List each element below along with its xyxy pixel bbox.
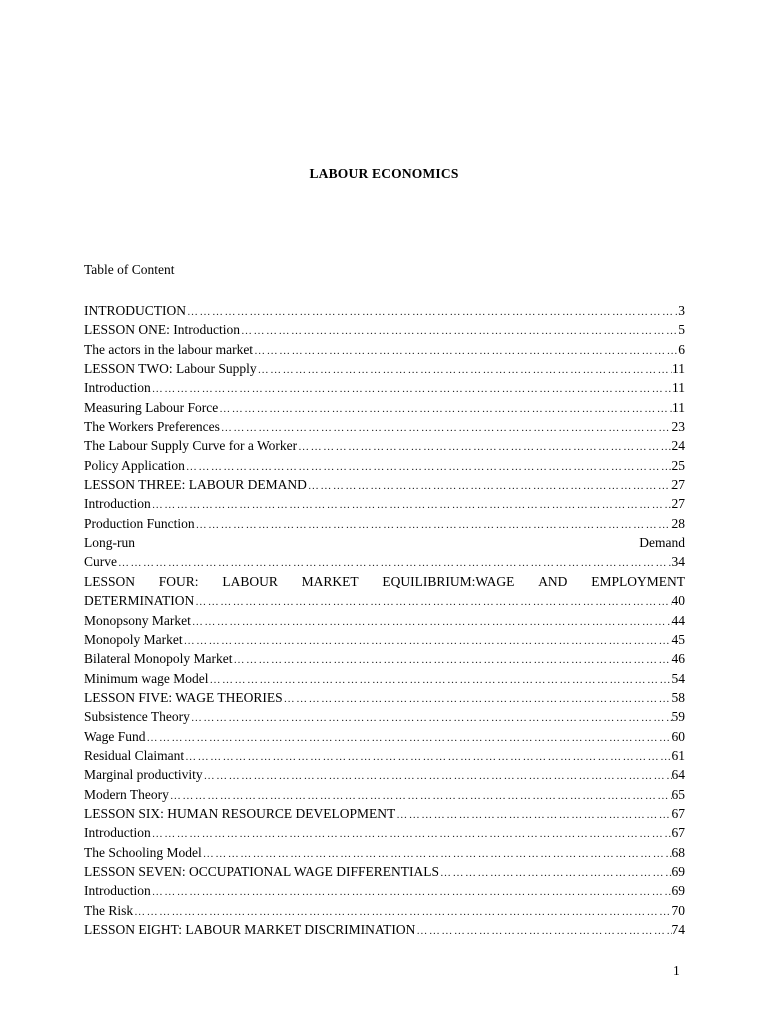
- toc-entry-title: LESSON THREE: LABOUR DEMAND: [84, 477, 307, 493]
- toc-entry-title: Subsistence Theory: [84, 709, 190, 725]
- toc-entry-lesson-two[interactable]: [84, 359, 685, 378]
- toc-leader-dots: [203, 767, 672, 784]
- toc-entry-title: Modern Theory: [84, 786, 169, 802]
- toc-leader-dots: [220, 419, 672, 436]
- toc-entry-title-part: Long-run: [84, 535, 135, 551]
- toc-entry-word: MARKET: [301, 573, 359, 589]
- toc-entry-residual-claimant[interactable]: [84, 746, 685, 765]
- toc-leader-dots: [218, 400, 672, 417]
- toc-entry-word: LESSON: [84, 573, 136, 589]
- toc-entry-title: LESSON SEVEN: OCCUPATIONAL WAGE DIFFERENTIALS: [84, 863, 440, 879]
- toc-entry-modern-theory[interactable]: [84, 785, 685, 804]
- toc-leader-dots: [190, 709, 672, 726]
- toc-entry-bilateral-monopoly-market[interactable]: [84, 649, 685, 668]
- toc-entry-title-part: Curve: [84, 554, 117, 570]
- toc-leader-dots: [257, 361, 672, 378]
- toc-entry-lesson-three[interactable]: [84, 475, 685, 494]
- toc-entry-monopsony-market[interactable]: [84, 611, 685, 630]
- toc-leader-dots: [202, 845, 672, 862]
- toc-entry-page: 74: [671, 922, 685, 937]
- toc-entry-lesson-eight[interactable]: [84, 920, 685, 939]
- toc-entry-page: 68: [671, 844, 685, 860]
- toc-leader-dots: [297, 438, 671, 455]
- toc-leader-dots: [209, 671, 672, 688]
- toc-entry-title: Monopoly Market: [84, 631, 183, 647]
- toc-entry-page: 5: [678, 322, 685, 338]
- toc-entry-labour-supply-curve[interactable]: [84, 436, 685, 455]
- toc-leader-dots: [117, 554, 672, 571]
- toc-entry-page: 54: [671, 670, 685, 686]
- toc-entry-page: 60: [671, 728, 685, 744]
- toc-entry-measuring-labour-force[interactable]: [84, 398, 685, 417]
- toc-entry-page: 28: [671, 515, 685, 531]
- toc-entry-page: 67: [671, 825, 685, 841]
- toc-entry-page: 34: [671, 554, 685, 570]
- toc-entry-the-risk[interactable]: [84, 901, 685, 920]
- toc-entry-page: 67: [671, 805, 685, 821]
- toc-entry-lesson-five[interactable]: [84, 688, 685, 707]
- toc-entry-title: Introduction: [84, 496, 151, 512]
- toc-entry-page: 61: [671, 747, 685, 763]
- toc-entry-title: Policy Application: [84, 457, 185, 473]
- toc-entry-page: 11: [672, 399, 685, 415]
- toc-entry-subsistence-theory[interactable]: [84, 707, 685, 726]
- toc-leader-dots: [240, 322, 678, 339]
- toc-entry-wage-fund[interactable]: [84, 727, 685, 746]
- toc-entry-title: Wage Fund: [84, 728, 146, 744]
- toc-entry-schooling-model[interactable]: [84, 843, 685, 862]
- toc-entry-title: Bilateral Monopoly Market: [84, 651, 233, 667]
- toc-entry-title-part: Demand: [639, 535, 685, 551]
- toc-entry-lesson-one[interactable]: [84, 320, 685, 339]
- toc-entry-introduction-5[interactable]: [84, 881, 685, 900]
- toc-entry-title: Introduction: [84, 883, 151, 899]
- toc-leader-dots: [194, 593, 671, 610]
- toc-entry-introduction[interactable]: [84, 301, 685, 320]
- toc-entry-word: LABOUR: [222, 573, 278, 589]
- toc-entry-word: EQUILIBRIUM:WAGE: [382, 573, 515, 589]
- toc-entry-title: Monopsony Market: [84, 612, 191, 628]
- table-of-contents: [84, 301, 685, 939]
- toc-entry-title: Measuring Labour Force: [84, 399, 219, 415]
- toc-entry-actors[interactable]: [84, 340, 685, 359]
- toc-entry-page: 59: [671, 709, 685, 725]
- toc-leader-dots: [232, 651, 671, 668]
- toc-entry-long-run-demand-line2[interactable]: [84, 552, 685, 571]
- toc-entry-minimum-wage-model[interactable]: [84, 669, 685, 688]
- toc-leader-dots: [151, 380, 672, 397]
- toc-leader-dots: [191, 613, 672, 630]
- toc-entry-page: 65: [671, 786, 685, 802]
- toc-entry-production-function[interactable]: [84, 514, 685, 533]
- toc-entry-page: 25: [671, 457, 685, 473]
- toc-entry-page: 24: [671, 438, 685, 454]
- toc-entry-introduction-4[interactable]: [84, 823, 685, 842]
- toc-leader-dots: [146, 729, 672, 746]
- toc-entry-title: The Risk: [84, 902, 134, 918]
- page-number: 1: [673, 963, 680, 978]
- toc-leader-dots: [151, 825, 672, 842]
- toc-entry-page: 70: [671, 902, 685, 918]
- toc-entry-title: LESSON FIVE: WAGE THEORIES: [84, 689, 283, 705]
- toc-entry-title: Production Function: [84, 515, 195, 531]
- toc-leader-dots: [185, 458, 672, 475]
- toc-entry-page: 46: [671, 651, 685, 667]
- toc-entry-word: FOUR:: [158, 573, 199, 589]
- toc-leader-dots: [151, 883, 672, 900]
- toc-entry-title: The Workers Preferences: [84, 419, 220, 435]
- toc-entry-page: 69: [671, 863, 685, 879]
- toc-leader-dots: [186, 303, 678, 320]
- toc-leader-dots: [307, 477, 672, 494]
- toc-leader-dots: [195, 516, 672, 533]
- toc-entry-title: LESSON SIX: HUMAN RESOURCE DEVELOPMENT: [84, 805, 396, 821]
- toc-entry-title: Minimum wage Model: [84, 670, 209, 686]
- toc-leader-dots: [169, 787, 672, 804]
- toc-heading: Table of Content: [84, 262, 175, 277]
- toc-entry-page: 23: [671, 419, 685, 435]
- toc-entry-title: INTRODUCTION: [84, 303, 186, 318]
- toc-leader-dots: [439, 864, 671, 881]
- toc-leader-dots: [151, 496, 672, 513]
- toc-entry-title: LESSON TWO: Labour Supply: [84, 361, 257, 377]
- toc-entry-title: The actors in the labour market: [84, 341, 254, 357]
- toc-entry-title: Introduction: [84, 825, 151, 841]
- toc-entry-marginal-productivity[interactable]: [84, 765, 685, 784]
- toc-entry-title: Introduction: [84, 380, 151, 396]
- toc-entry-lesson-four-line2[interactable]: [84, 591, 685, 610]
- toc-entry-page: 3: [678, 303, 685, 318]
- toc-entry-long-run-demand-line1[interactable]: [84, 533, 685, 552]
- toc-leader-dots: [133, 903, 671, 920]
- toc-entry-page: 27: [671, 477, 685, 493]
- toc-entry-page: 11: [672, 380, 685, 396]
- toc-entry-lesson-four-line1[interactable]: [84, 572, 685, 591]
- toc-entry-policy-application[interactable]: [84, 456, 685, 475]
- toc-entry-lesson-seven[interactable]: [84, 862, 685, 881]
- toc-entry-title: The Schooling Model: [84, 844, 202, 860]
- toc-entry-lesson-six[interactable]: [84, 804, 685, 823]
- toc-entry-page: 11: [672, 361, 685, 377]
- toc-entry-title: LESSON EIGHT: LABOUR MARKET DISCRIMINATION: [84, 922, 416, 937]
- toc-entry-word: EMPLOYMENT: [591, 573, 685, 589]
- toc-entry-page: 27: [671, 496, 685, 512]
- toc-entry-introduction-2[interactable]: [84, 378, 685, 397]
- toc-leader-dots: [415, 922, 671, 939]
- toc-entry-page: 64: [671, 767, 685, 783]
- toc-leader-dots: [395, 806, 671, 823]
- document-title: LABOUR ECONOMICS: [309, 166, 459, 181]
- toc-entry-title: Residual Claimant: [84, 747, 185, 763]
- toc-entry-title: Marginal productivity: [84, 767, 203, 783]
- toc-leader-dots: [283, 690, 672, 707]
- toc-entry-page: 6: [678, 341, 685, 357]
- toc-leader-dots: [183, 632, 672, 649]
- toc-entry-introduction-3[interactable]: [84, 494, 685, 513]
- toc-entry-title: LESSON ONE: Introduction: [84, 322, 240, 338]
- toc-entry-page: 45: [671, 631, 685, 647]
- toc-entry-title-part: DETERMINATION: [84, 593, 195, 609]
- toc-entry-page: 40: [671, 593, 685, 609]
- toc-entry-title: The Labour Supply Curve for a Worker: [84, 438, 298, 454]
- toc-leader-dots: [184, 748, 671, 765]
- toc-entry-page: 69: [671, 883, 685, 899]
- toc-entry-monopoly-market[interactable]: [84, 630, 685, 649]
- toc-entry-page: 44: [671, 612, 685, 628]
- toc-entry-workers-preferences[interactable]: [84, 417, 685, 436]
- toc-entry-word: AND: [538, 573, 568, 589]
- toc-entry-page: 58: [671, 689, 685, 705]
- toc-leader-dots: [253, 342, 678, 359]
